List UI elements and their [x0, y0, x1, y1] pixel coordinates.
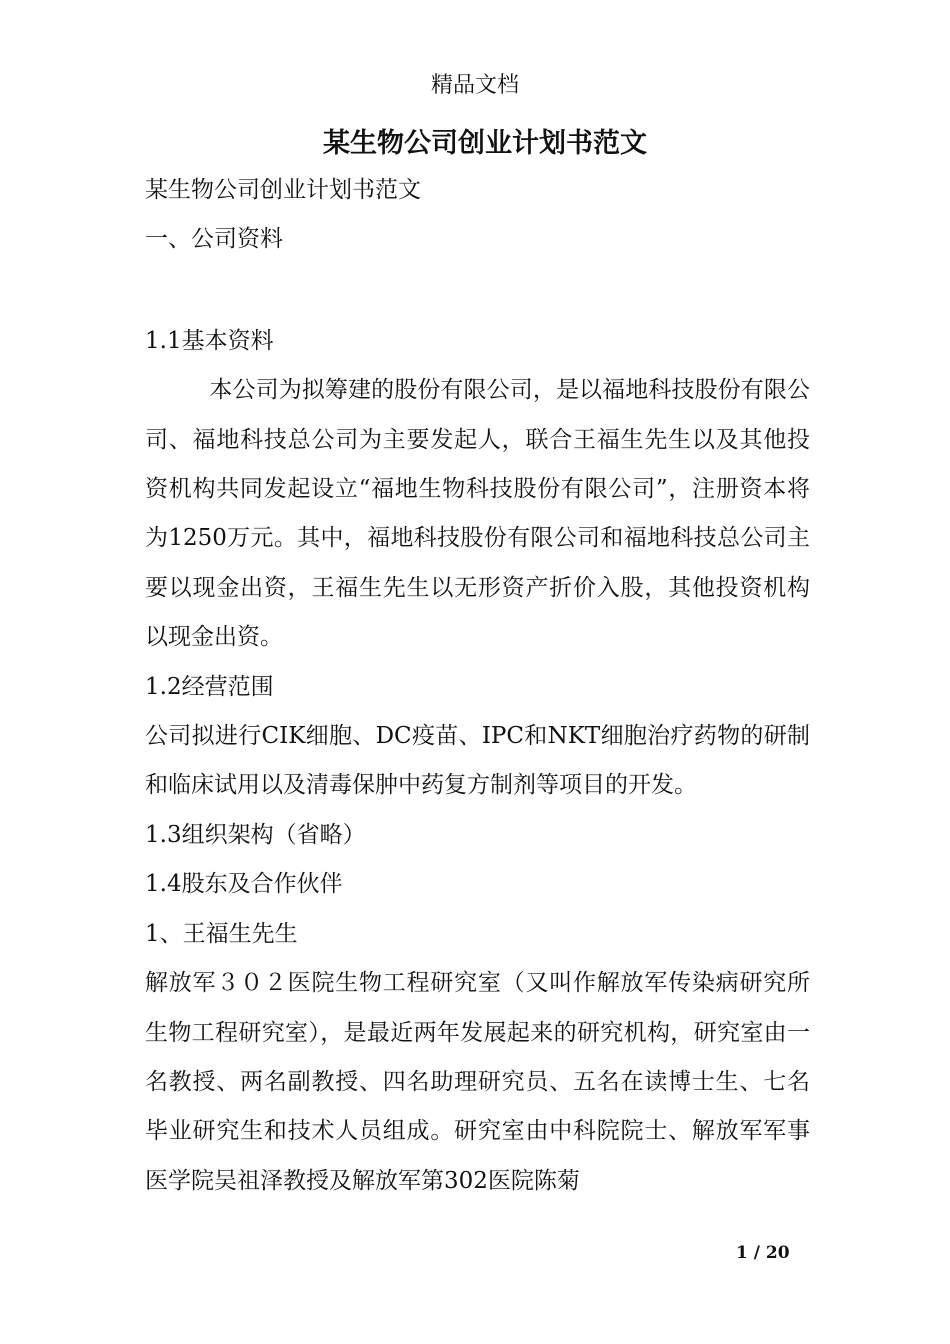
page-header: 精品文档	[430, 73, 519, 98]
section-heading-company-info: 一、公司资料	[145, 226, 283, 253]
document-body	[145, 166, 810, 1206]
subsection-heading-basic-info: 1.1基本资料	[145, 327, 274, 354]
subsection-heading-shareholders: 1.4股东及合作伙伴	[145, 871, 343, 898]
paragraph-business-scope: 公司拟进行CIK细胞、DC疫苗、IPC和NKT细胞治疗药物的研制和临床试用以及清毒保肿中药复方制剂等项目的开发。	[145, 723, 810, 799]
paragraph-research-lab: 解放军３０２医院生物工程研究室（又叫作解放军传染病研究所生物工程研究室），是最近两年发展起来的研究机构，研究室由一名教授、两名副教授、四名助理研究员、五名在读博士生、七名毕业研究生和技术人员组成。研究室由中科院院士、解放军军事医学院吴祖泽教授及解放军第302医院陈菊	[145, 970, 810, 1194]
subsection-heading-organization: 1.3组织架构（省略）	[145, 821, 366, 848]
subtitle-line: 某生物公司创业计划书范文	[145, 177, 421, 203]
document-title: 某生物公司创业计划书范文	[323, 128, 647, 159]
blank-line	[145, 265, 810, 317]
subsection-heading-business-scope: 1.2经营范围	[145, 673, 274, 700]
list-item-heading-wang: 1、王福生先生	[145, 920, 298, 947]
paragraph-basic-info: 本公司为拟筹建的股份有限公司，是以福地科技股份有限公司、福地科技总公司为主要发起人，联合王福生先生以及其他投资机构共同发起设立“福地生物科技股份有限公司”，注册资本将为1250万元。其中，福地科技股份有限公司和福地科技总公司主要以现金出资，王福生先生以无形资产折价入股，其他投资机构以现金出资。	[145, 377, 810, 651]
page-number: 1 / 20	[736, 1243, 790, 1263]
